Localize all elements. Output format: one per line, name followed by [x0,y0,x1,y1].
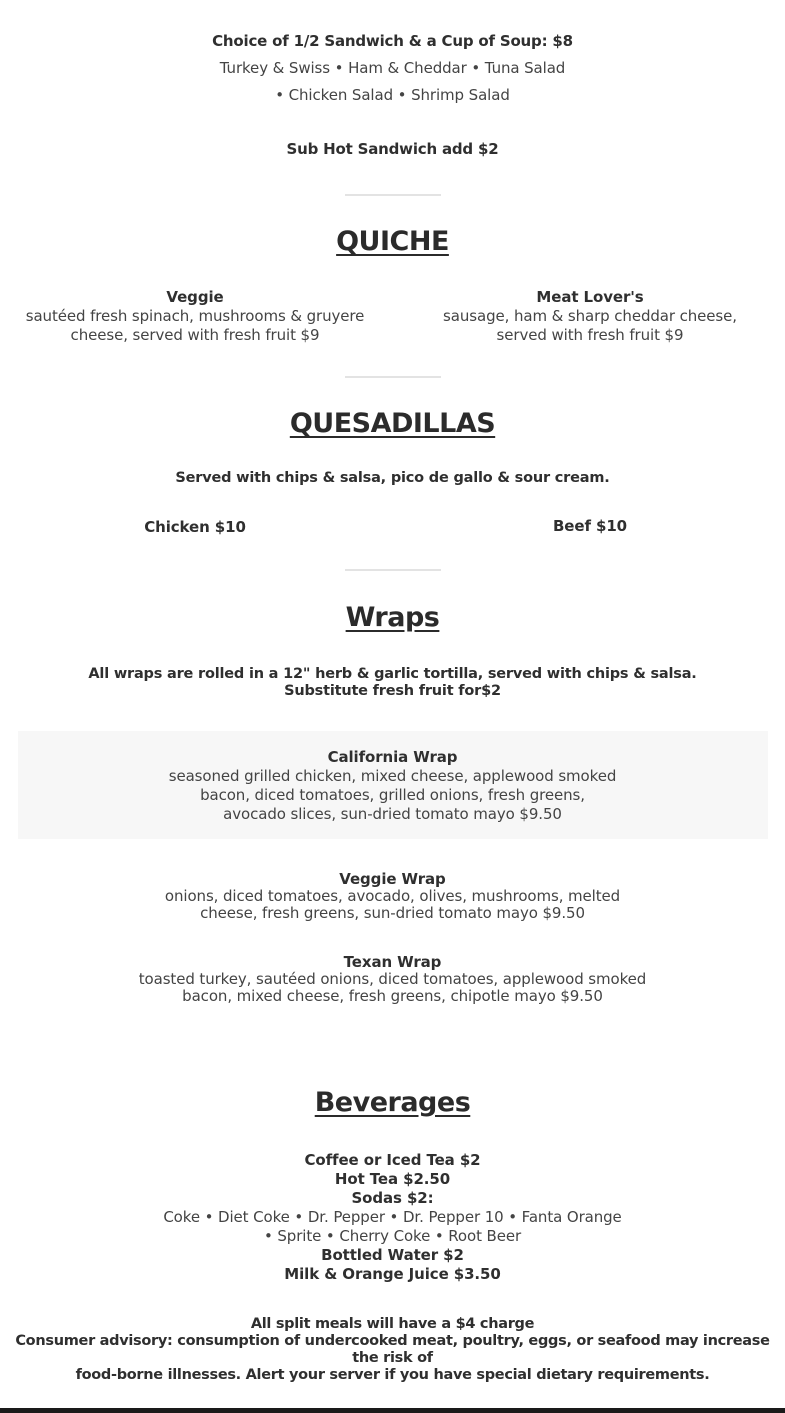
beverage-sodas-options: Coke • Diet Coke • Dr. Pepper • Dr. Pepper 10 • Fanta Orange [163,1208,622,1226]
footer-notes [0,1316,785,1384]
wrap-item-texan [0,954,785,1005]
beverage-coffee: Coffee or Iced Tea $2 [304,1151,481,1169]
soup-combo-upgrade: Sub Hot Sandwich add $2 [286,140,499,158]
split-charge-note: All split meals will have a $4 charge [250,1316,535,1332]
bottom-bar [0,1408,785,1413]
beverage-hot-tea: Hot Tea $2.50 [334,1170,451,1188]
wraps-title: Wraps [345,602,440,633]
wraps-note-line2: Substitute fresh fruit for$2 [284,683,501,699]
wrap-item-name: Texan Wrap [343,953,442,971]
wrap-item-veggie [0,871,785,922]
beverage-sodas: Sodas $2: [351,1189,434,1207]
wrap-item-desc: onions, diced tomatoes, avocado, olives, mushrooms, melted [164,887,621,905]
quiche-title: QUICHE [336,226,449,257]
quiche-item-desc: sautéed fresh spinach, mushrooms & gruyere [25,307,365,325]
quesadillas-note: Served with chips & salsa, pico de gallo & sour cream. [175,470,610,486]
beverage-sodas-options: • Sprite • Cherry Coke • Root Beer [263,1227,522,1245]
quiche-item-name: Meat Lover's [536,288,644,306]
wrap-item-name: California Wrap [327,748,458,766]
wrap-item-name: Veggie Wrap [339,870,446,888]
soup-combo-title: Choice of 1/2 Sandwich & a Cup of Soup: $8 [212,32,573,50]
wrap-item-desc: bacon, diced tomatoes, grilled onions, fresh greens, [200,786,585,804]
consumer-advisory: food-borne illnesses. Alert your server if you have special dietary requirements. [75,1367,710,1383]
consumer-advisory: Consumer advisory: consumption of undercooked meat, poultry, eggs, or seafood may increase the risk of [15,1333,770,1366]
section-divider [345,194,441,196]
wrap-item-desc: cheese, fresh greens, sun-dried tomato mayo $9.50 [200,904,585,922]
quiche-item-meat-lovers [420,288,760,345]
wrap-item-california [0,748,785,824]
quesadillas-title: QUESADILLAS [289,408,496,439]
soup-combo-options-line2: • Chicken Salad • Shrimp Salad [275,86,510,104]
quesadilla-item-beef [490,517,690,536]
wrap-item-desc: avocado slices, sun-dried tomato mayo $9.50 [223,805,562,823]
quesadilla-item-chicken [95,518,295,537]
quiche-item-name: Veggie [166,288,224,306]
quiche-item-desc: served with fresh fruit $9 [496,326,684,344]
beverages-title: Beverages [314,1087,471,1118]
beverage-milk-juice: Milk & Orange Juice $3.50 [284,1265,501,1283]
quesadilla-item-name: Beef $10 [552,517,628,535]
soup-combo-options-line1: Turkey & Swiss • Ham & Cheddar • Tuna Salad [219,59,566,77]
beverages-list [0,1151,785,1284]
quesadilla-item-name: Chicken $10 [144,518,246,536]
section-divider [345,569,441,571]
wraps-note-line1: All wraps are rolled in a 12" herb & garlic tortilla, served with chips & salsa. [88,666,697,682]
quiche-item-desc: cheese, served with fresh fruit $9 [70,326,320,344]
section-divider [345,376,441,378]
wrap-item-desc: seasoned grilled chicken, mixed cheese, applewood smoked [168,767,617,785]
wrap-item-desc: toasted turkey, sautéed onions, diced tomatoes, applewood smoked [138,970,647,988]
beverage-water: Bottled Water $2 [321,1246,464,1264]
quiche-item-desc: sausage, ham & sharp cheddar cheese, [443,307,737,325]
quiche-item-veggie [15,288,375,345]
wrap-item-desc: bacon, mixed cheese, fresh greens, chipotle mayo $9.50 [182,987,603,1005]
